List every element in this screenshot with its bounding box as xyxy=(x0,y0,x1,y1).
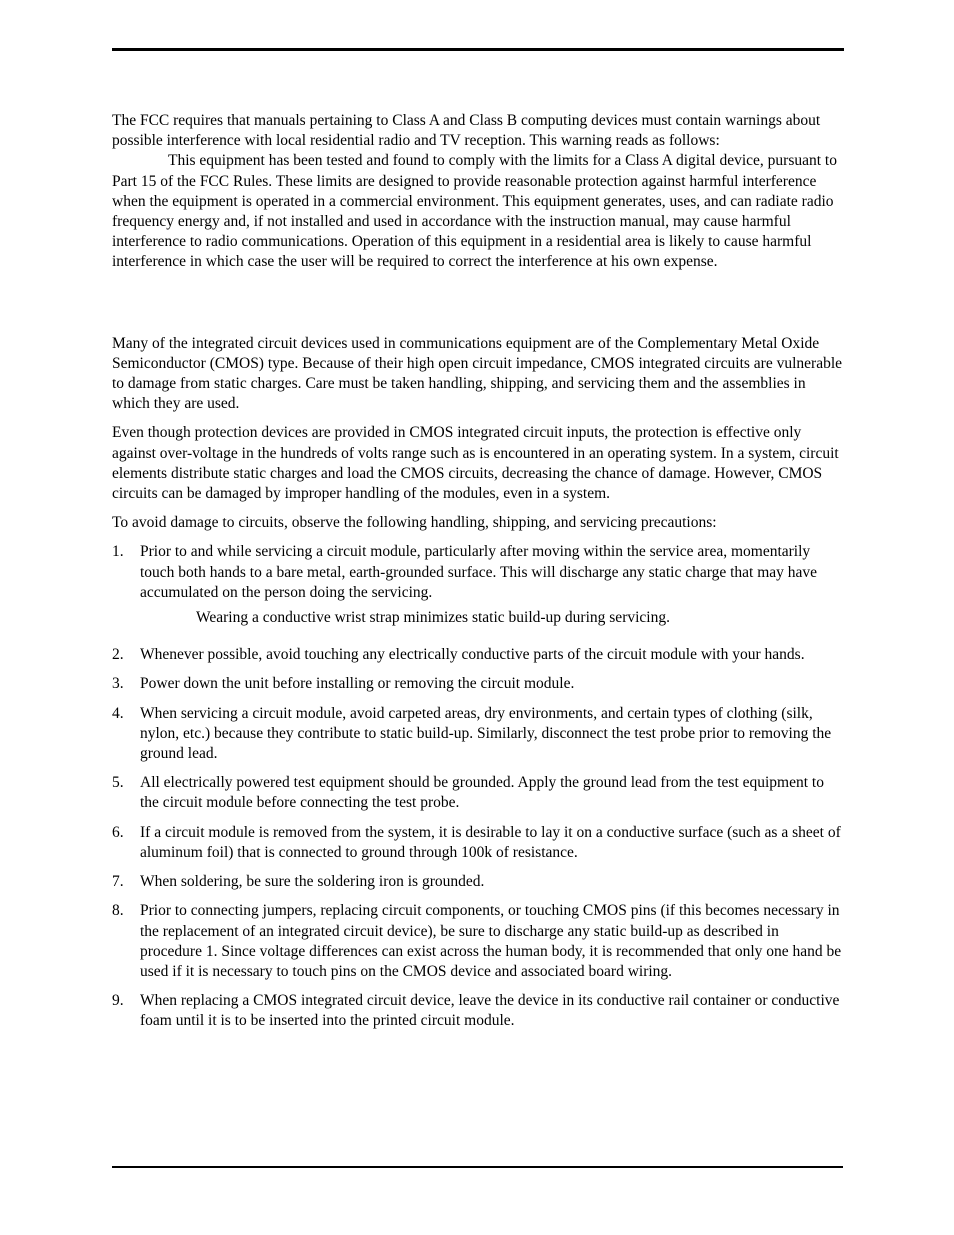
cmos-paragraph-2: Even though protection devices are provided in CMOS integrated circuit inputs, the protection is effective only against over-voltage in the hundreds of volts range such as is encountered in an operating system. In a system, circuit elements distribute static charges and load the CMOS circuits, decreasing the chance of damage. However, CMOS circuits can be damaged by improper handling of the modules, even in a system. xyxy=(112,424,839,503)
list-item xyxy=(112,542,844,628)
list-item-number: 2. xyxy=(112,646,124,664)
list-item-number: 7. xyxy=(112,873,124,891)
fcc-intro: The FCC requires that manuals pertaining to Class A and Class B computing devices must contain warnings about possible interference with local residential radio and TV reception. This warning reads as follows: xyxy=(112,112,821,150)
list-item xyxy=(112,901,844,982)
list-item xyxy=(112,823,844,863)
list-item-number: 4. xyxy=(112,704,124,722)
fcc-warning: This equipment has been tested and found to comply with the limits for a Class A digital device, pursuant to Part 15 of the FCC Rules. These limits are designed to provide reasonable protection against harmful interference when the equipment is operated in a commercial environment. This equipment generates, uses, and can radiate radio frequency energy and, if not installed and used in accordance with the instruction manual, may cause harmful interference to radio communications. Operation of this equipment in a residential area is likely to cause harmful interference in which case the user will be required to correct the interference at his own expense. xyxy=(112,152,837,271)
list-item xyxy=(112,674,844,694)
page-content xyxy=(112,111,844,1041)
list-item-text: Prior to connecting jumpers, replacing circuit components, or touching CMOS pins (if this becomes necessary in the replacement of an integrated circuit device), be sure to discharge any static build-up as described in procedure 1. Since voltage differences can exist across the human body, it is recommended that only one hand be used if it is necessary to touch pins on the CMOS device and associated board wiring. xyxy=(140,902,842,980)
list-item xyxy=(112,991,844,1031)
list-item xyxy=(112,872,844,892)
header-rule xyxy=(112,48,844,51)
list-item-text: If a circuit module is removed from the system, it is desirable to lay it on a conductive surface (such as a sheet of aluminum foil) that is connected to ground through 100k of resistance. xyxy=(140,823,841,861)
footer-rule xyxy=(112,1166,843,1168)
list-item-number: 3. xyxy=(112,675,124,693)
wrist-strap-note: Wearing a conductive wrist strap minimizes static build-up during servicing. xyxy=(196,609,670,627)
list-item-text: When soldering, be sure the soldering iron is grounded. xyxy=(140,873,485,891)
precautions-list xyxy=(112,542,844,1031)
section-spacer xyxy=(112,273,844,334)
cmos-paragraph-3: To avoid damage to circuits, observe the following handling, shipping, and servicing precautions: xyxy=(112,514,717,532)
list-item-text: When servicing a circuit module, avoid carpeted areas, dry environments, and certain types of clothing (silk, nylon, etc.) because they contribute to static build-up. Similarly, disconnect the test probe prior to removing the ground lead. xyxy=(140,704,832,763)
list-item xyxy=(112,704,844,765)
list-item-text: Whenever possible, avoid touching any electrically conductive parts of the circuit module with your hands. xyxy=(140,646,805,664)
list-item xyxy=(112,773,844,813)
list-item-number: 6. xyxy=(112,823,124,841)
list-item-number: 1. xyxy=(112,543,124,561)
list-item xyxy=(112,645,844,665)
list-item-number: 9. xyxy=(112,992,124,1010)
list-item-number: 5. xyxy=(112,774,124,792)
list-item-text: Prior to and while servicing a circuit module, particularly after moving within the service area, momentarily touch both hands to a bare metal, earth-grounded surface. This will discharge any static charge that may have accumulated on the person doing the servicing. xyxy=(140,543,818,601)
cmos-paragraph-1: Many of the integrated circuit devices used in communications equipment are of the Complementary Metal Oxide Semiconductor (CMOS) type. Because of their high open circuit impedance, CMOS integrated circuits are vulnerable to damage from static charges. Care must be taken handling, shipping, and servicing them and the assemblies in which they are used. xyxy=(112,334,843,413)
list-item-text: Power down the unit before installing or removing the circuit module. xyxy=(140,675,575,693)
list-item-text: When replacing a CMOS integrated circuit device, leave the device in its conductive rail container or conductive foam until it is to be inserted into the printed circuit module. xyxy=(140,992,840,1030)
list-item-number: 8. xyxy=(112,902,124,920)
list-item-text: All electrically powered test equipment should be grounded. Apply the ground lead from the test equipment to the circuit module before connecting the test probe. xyxy=(140,774,824,812)
